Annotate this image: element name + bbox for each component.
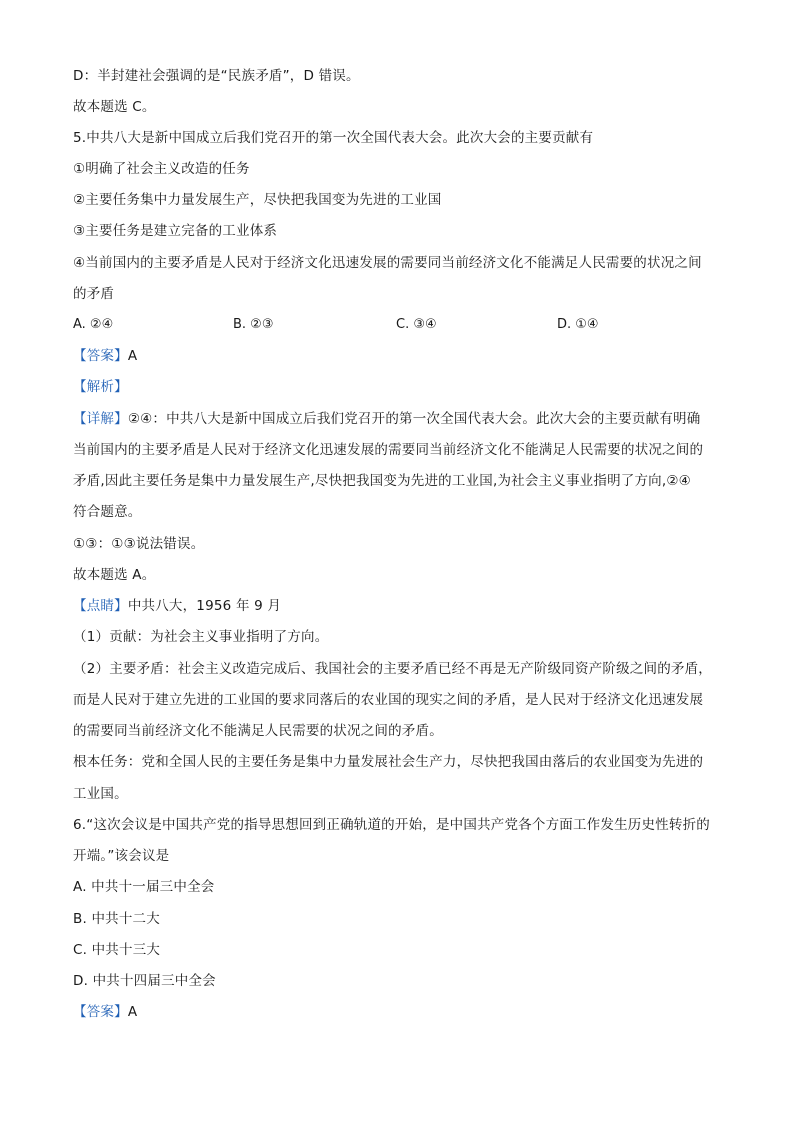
answer-tag: 【答案】 xyxy=(73,348,128,364)
q5-tip-line-4: 的需要同当前经济文化不能满足人民需要的状况之间的矛盾。 xyxy=(73,723,443,739)
q6-option-c: C. 中共十三大 xyxy=(73,942,161,958)
q5-detail-line-4: 符合题意。 xyxy=(73,504,142,520)
q5-item-4-cont: 的矛盾 xyxy=(73,286,115,302)
q5-stem: 5.中共八大是新中国成立后我们党召开的第一次全国代表大会。此次大会的主要贡献有 xyxy=(73,130,594,146)
q5-tip-head xyxy=(73,596,281,616)
detail-tag: 【详解】 xyxy=(73,411,128,427)
q6-stem-line-1: 6.“这次会议是中国共产党的指导思想回到正确轨道的开始，是中国共产党各个方面工作发生历史性转折的 xyxy=(73,817,710,833)
q5-analysis-tag: 【解析】 xyxy=(73,379,128,395)
answer-value: A xyxy=(127,1004,138,1020)
q5-item-2: ②主要任务集中力量发展生产，尽快把我国变为先进的工业国 xyxy=(73,192,442,208)
q5-item-4: ④当前国内的主要矛盾是人民对于经济文化迅速发展的需要同当前经济文化不能满足人民需要的状况之间 xyxy=(73,255,702,271)
q5-tip-line-1: （1）贡献：为社会主义事业指明了方向。 xyxy=(73,629,329,645)
answer-tag: 【答案】 xyxy=(73,1004,128,1020)
q5-detail-line-2: 当前国内的主要矛盾是人民对于经济文化迅速发展的需要同当前经济文化不能满足人民需要的状况之间的 xyxy=(73,442,704,458)
detail-text: ②④：中共八大是新中国成立后我们党召开的第一次全国代表大会。此次大会的主要贡献有明确 xyxy=(127,411,701,427)
q4-option-d-analysis: D：半封建社会强调的是“民族矛盾”，D 错误。 xyxy=(73,68,360,84)
q5-tip-line-3: 而是人民对于建立先进的工业国的要求同落后的农业国的现实之间的矛盾，是人民对于经济文化迅速发展 xyxy=(73,692,704,708)
q5-option-c: C. ③④ xyxy=(396,317,437,332)
q6-option-d: D. 中共十四届三中全会 xyxy=(73,973,216,989)
q5-answer xyxy=(73,346,137,366)
q5-option-b: B. ②③ xyxy=(233,317,274,332)
q4-conclusion: 故本题选 C。 xyxy=(73,99,156,115)
q5-option-d: D. ①④ xyxy=(557,317,599,332)
q5-tip-line-2: （2）主要矛盾：社会主义改造完成后、我国社会的主要矛盾已经不再是无产阶级同资产阶级之间的矛盾， xyxy=(73,661,712,677)
q5-item-1: ①明确了社会主义改造的任务 xyxy=(73,161,250,177)
q6-answer xyxy=(73,1002,137,1022)
tip-head-text: 中共八大，1956 年 9 月 xyxy=(127,598,282,614)
q5-wrong-items: ①③：①③说法错误。 xyxy=(73,536,205,552)
q5-option-a: A. ②④ xyxy=(73,317,114,332)
tip-tag: 【点睛】 xyxy=(73,598,128,614)
q5-conclusion: 故本题选 A。 xyxy=(73,567,156,583)
q5-detail-line-1 xyxy=(73,409,700,429)
answer-value: A xyxy=(127,348,138,364)
q6-stem-line-2: 开端。”该会议是 xyxy=(73,848,170,864)
q5-tip-line-5: 根本任务：党和全国人民的主要任务是集中力量发展社会生产力，尽快把我国由落后的农业国变为先进的 xyxy=(73,754,704,770)
q6-option-a: A. 中共十一届三中全会 xyxy=(73,879,215,895)
q6-option-b: B. 中共十二大 xyxy=(73,911,160,927)
q5-item-3: ③主要任务是建立完备的工业体系 xyxy=(73,223,278,239)
q5-tip-line-6: 工业国。 xyxy=(73,786,128,802)
q5-detail-line-3: 矛盾,因此主要任务是集中力量发展生产,尽快把我国变为先进的工业国,为社会主义事业指明了方向,②④ xyxy=(73,473,691,489)
